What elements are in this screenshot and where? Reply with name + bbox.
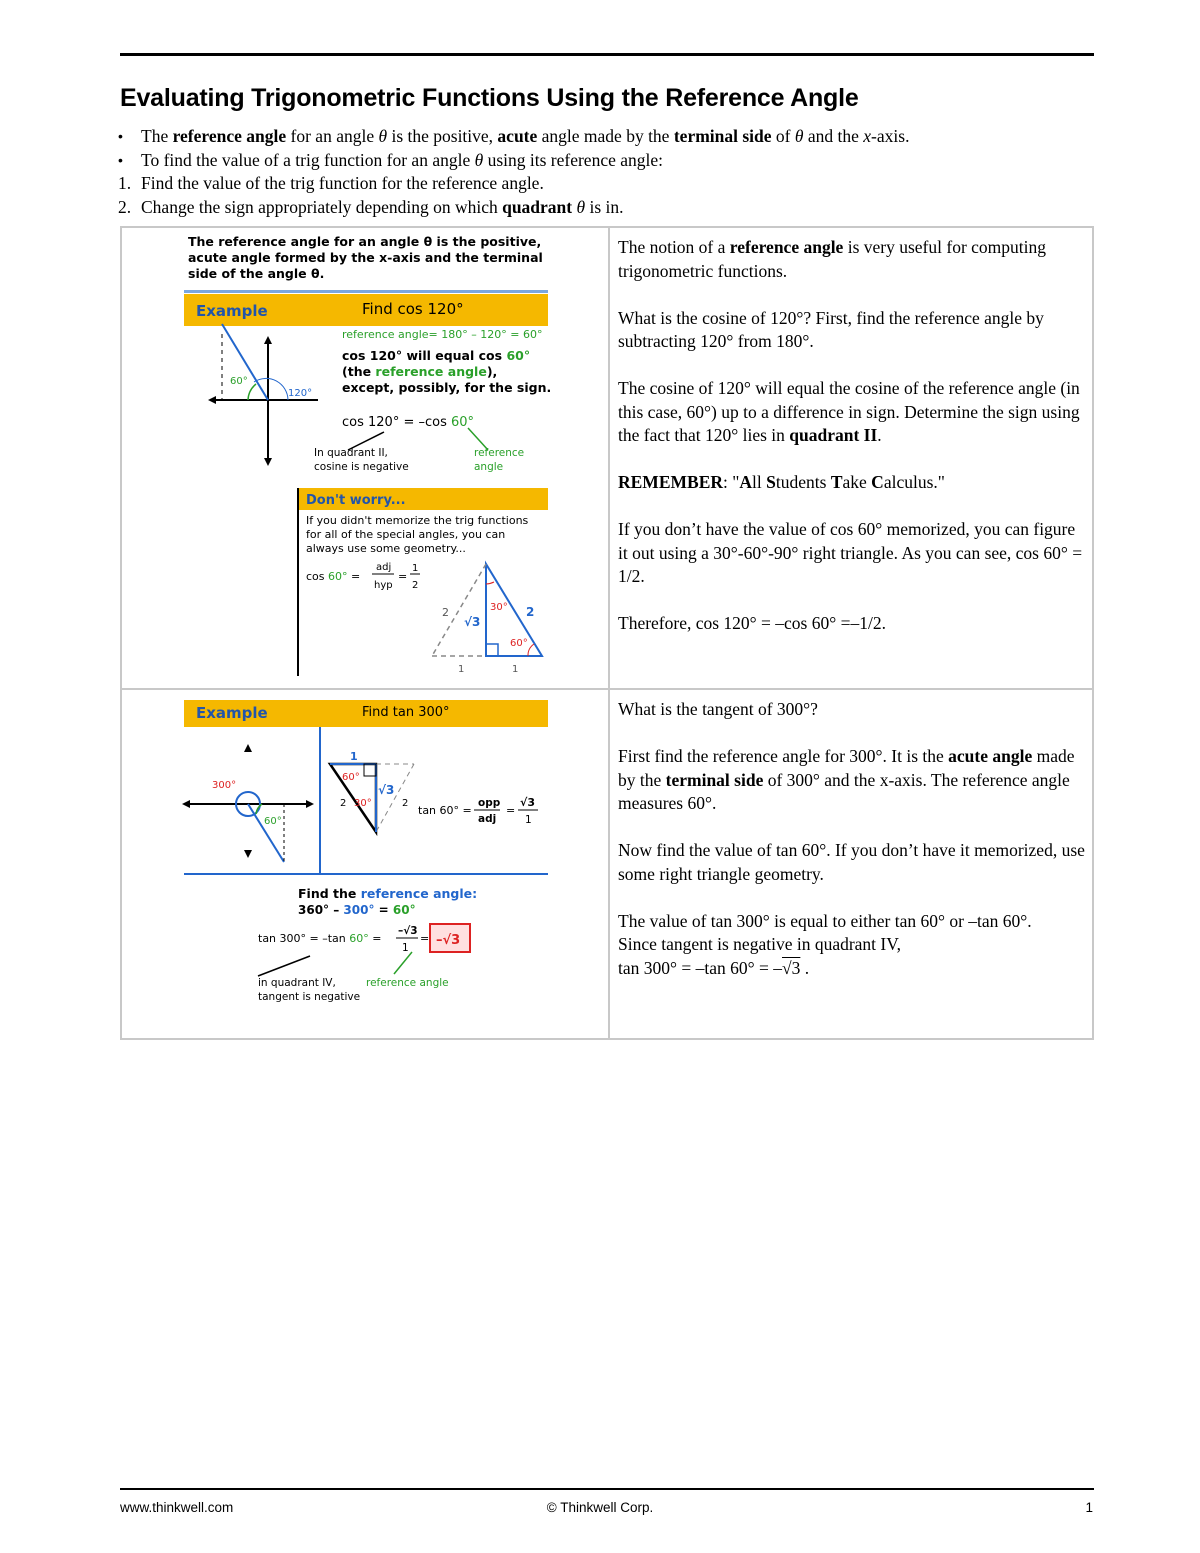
fig1-dw-l2: for all of the special angles, you can: [306, 528, 506, 541]
fig1-ref-calc: reference angle= 180° – 120° = 60°: [342, 328, 543, 341]
fig2-triangle: [330, 750, 414, 832]
fig1-frac-hyp: hyp: [374, 580, 393, 591]
intro-bullet-1: • The reference angle for an angle θ is the positive, acute angle made by the terminal side of θ and the x-axis.: [118, 126, 910, 146]
cos120-figure-cell: [121, 227, 609, 689]
fig1-refann-l2: angle: [474, 461, 504, 473]
fig1-dont-worry: Don't worry...: [306, 493, 406, 508]
fig2-eq-d: =: [420, 932, 430, 945]
fig1-frac-2: 2: [412, 580, 419, 591]
intro-list: [118, 125, 1094, 219]
fig1-frac-adj: adj: [376, 562, 392, 573]
page-title: Evaluating Trigonometric Functions Using the Reference Angle: [120, 84, 859, 112]
svg-text:60°: 60°: [510, 638, 528, 649]
footer-copyright: © Thinkwell Corp.: [546, 1500, 654, 1515]
tan300-figure-cell: [121, 689, 609, 1039]
text1-remember: REMEMBER: "All Students Take Calculus.": [618, 472, 945, 492]
text1-p3: The cosine of 120° will equal the cosine of the reference angle (in this case, 60°) up to a difference in sign. Determine the sign using the fact that 120° lies in quadrant II.: [618, 378, 1080, 445]
svg-text:2: 2: [340, 798, 347, 809]
step-1: 1. Find the value of the trig function for the reference angle.: [118, 173, 544, 193]
tan300-figure: [122, 690, 608, 1030]
steps-list: [118, 172, 1094, 219]
fig2-quad-l2: tangent is negative: [258, 991, 361, 1003]
text1-p5: If you don’t have the value of cos 60° memorized, you can figure it out using a 30°-60°-90° right triangle. As you can see, cos 60° = 1/2.: [618, 519, 1083, 586]
svg-text:60°: 60°: [264, 816, 282, 827]
text2-p1: What is the tangent of 300°?: [618, 699, 818, 719]
fig2-example-label: Example: [196, 704, 268, 722]
step-2: 2. Change the sign appropriately depending on which quadrant θ is in.: [118, 196, 624, 217]
svg-text:2: 2: [526, 605, 535, 619]
fig1-intro-line-1: The reference angle for an angle θ is the positive,: [188, 234, 542, 249]
fig2-eq-den: 1: [402, 942, 409, 954]
fig2-arrow-ref: [394, 952, 412, 974]
fig2-opp: opp: [478, 797, 501, 809]
fig1-frac-eq: =: [398, 570, 408, 583]
fig1-example-bar-line: [184, 324, 548, 326]
svg-text:30°: 30°: [490, 602, 508, 613]
footer-url: www.thinkwell.com: [120, 1500, 234, 1515]
fig1-find-text: Find cos 120°: [362, 300, 464, 318]
svg-text:1: 1: [350, 750, 358, 763]
intro-bullet-2: • To find the value of a trig function for an angle θ using its reference angle: 1. Find the value of the trig function for the reference angle. 2. Change the sign appropriately depending on which quadrant θ is in.: [118, 149, 1094, 220]
fig1-triangle: [432, 564, 542, 675]
svg-text:30°: 30°: [354, 798, 372, 809]
svg-text:2: 2: [442, 606, 449, 619]
fig2-tan60: tan 60° =: [418, 804, 472, 817]
svg-text:120°: 120°: [288, 388, 313, 399]
cos120-figure: [122, 228, 608, 680]
cos120-explanation: [609, 227, 1093, 689]
fig1-angle-diagram: [208, 324, 318, 466]
text2-p2: First find the reference angle for 300°. It is the acute angle made by the terminal side of 300° and the x-axis. The reference angle measures 60°.: [618, 746, 1075, 813]
text1-p2: What is the cosine of 120°? First, find the reference angle by subtracting 120° from 180°.: [618, 307, 1044, 351]
fig2-quad-l1: in quadrant IV,: [258, 977, 336, 989]
fig2-refann: reference angle: [366, 977, 449, 989]
fig1-refann-l1: reference: [474, 447, 525, 459]
svg-text:1: 1: [512, 664, 519, 675]
fig2-adj: adj: [478, 813, 497, 825]
fig2-example-bar-line: [184, 724, 548, 727]
example-row-cos120: [121, 227, 1093, 689]
footer-page-number: 1: [1085, 1500, 1093, 1515]
fig1-dw-l3: always use some geometry...: [306, 542, 466, 555]
fig1-intro-line-2: acute angle formed by the x-axis and the terminal: [188, 250, 543, 265]
svg-text:60°: 60°: [230, 376, 248, 387]
example-row-tan300: [121, 689, 1093, 1039]
bottom-rule: [120, 1488, 1094, 1490]
fig2-calc: 360° – 300° = 60°: [298, 903, 416, 917]
fig1-will-l2: (the reference angle),: [342, 364, 498, 379]
svg-text:√3: √3: [464, 615, 481, 629]
text2-p5: tan 300° = –tan 60° = –√3 .: [618, 957, 810, 978]
fig1-example-label: Example: [196, 302, 268, 320]
fig2-equation: tan 300° = –tan 60° =: [258, 932, 382, 945]
fig1-will-l1: cos 120° will equal cos 60°: [342, 348, 531, 363]
fig1-cos60: cos 60° =: [306, 570, 361, 583]
fig2-eq: =: [506, 804, 516, 817]
tan300-explanation: [609, 689, 1093, 1039]
fig2-arrow-quad: [258, 956, 310, 976]
fig1-quad-l1: In quadrant II,: [314, 447, 388, 459]
top-rule: [120, 53, 1094, 56]
fig2-find-text: Find tan 300°: [362, 705, 450, 720]
fig2-angle-diagram: [182, 744, 314, 862]
fig1-dw-l1: If you didn't memorize the trig functions: [306, 514, 529, 527]
svg-text:1: 1: [458, 664, 465, 675]
fig2-find-ref: Find the reference angle:: [298, 886, 478, 901]
svg-text:√3: √3: [378, 783, 395, 797]
fig1-equation: cos 120° = –cos 60°: [342, 415, 475, 430]
text1-p6: Therefore, cos 120° = –cos 60° =–1/2.: [618, 613, 886, 633]
fig1-blue-rule: [184, 290, 548, 293]
svg-text:2: 2: [402, 798, 409, 809]
fig1-intro-line-3: side of the angle θ.: [188, 266, 325, 281]
svg-text:300°: 300°: [212, 780, 237, 791]
fig1-quad-l2: cosine is negative: [314, 461, 409, 473]
fig2-sqrt3: √3: [520, 796, 535, 809]
svg-text:60°: 60°: [342, 772, 360, 783]
fig2-one: 1: [525, 814, 532, 826]
fig2-eq-num: –√3: [398, 925, 418, 937]
fig2-answer: –√3: [436, 933, 461, 948]
examples-table: [120, 226, 1094, 1040]
text1-p1: The notion of a reference angle is very useful for computing trigonometric functions.: [618, 237, 1046, 281]
text2-p3: Now find the value of tan 60°. If you don’t have it memorized, use some right triangle geometry.: [618, 840, 1085, 884]
fig1-will-l3: except, possibly, for the sign.: [342, 380, 552, 395]
fig1-frac-1: 1: [412, 563, 419, 574]
text2-p4: The value of tan 300° is equal to either tan 60° or –tan 60°. Since tangent is negative in quadrant IV,: [618, 910, 1032, 954]
